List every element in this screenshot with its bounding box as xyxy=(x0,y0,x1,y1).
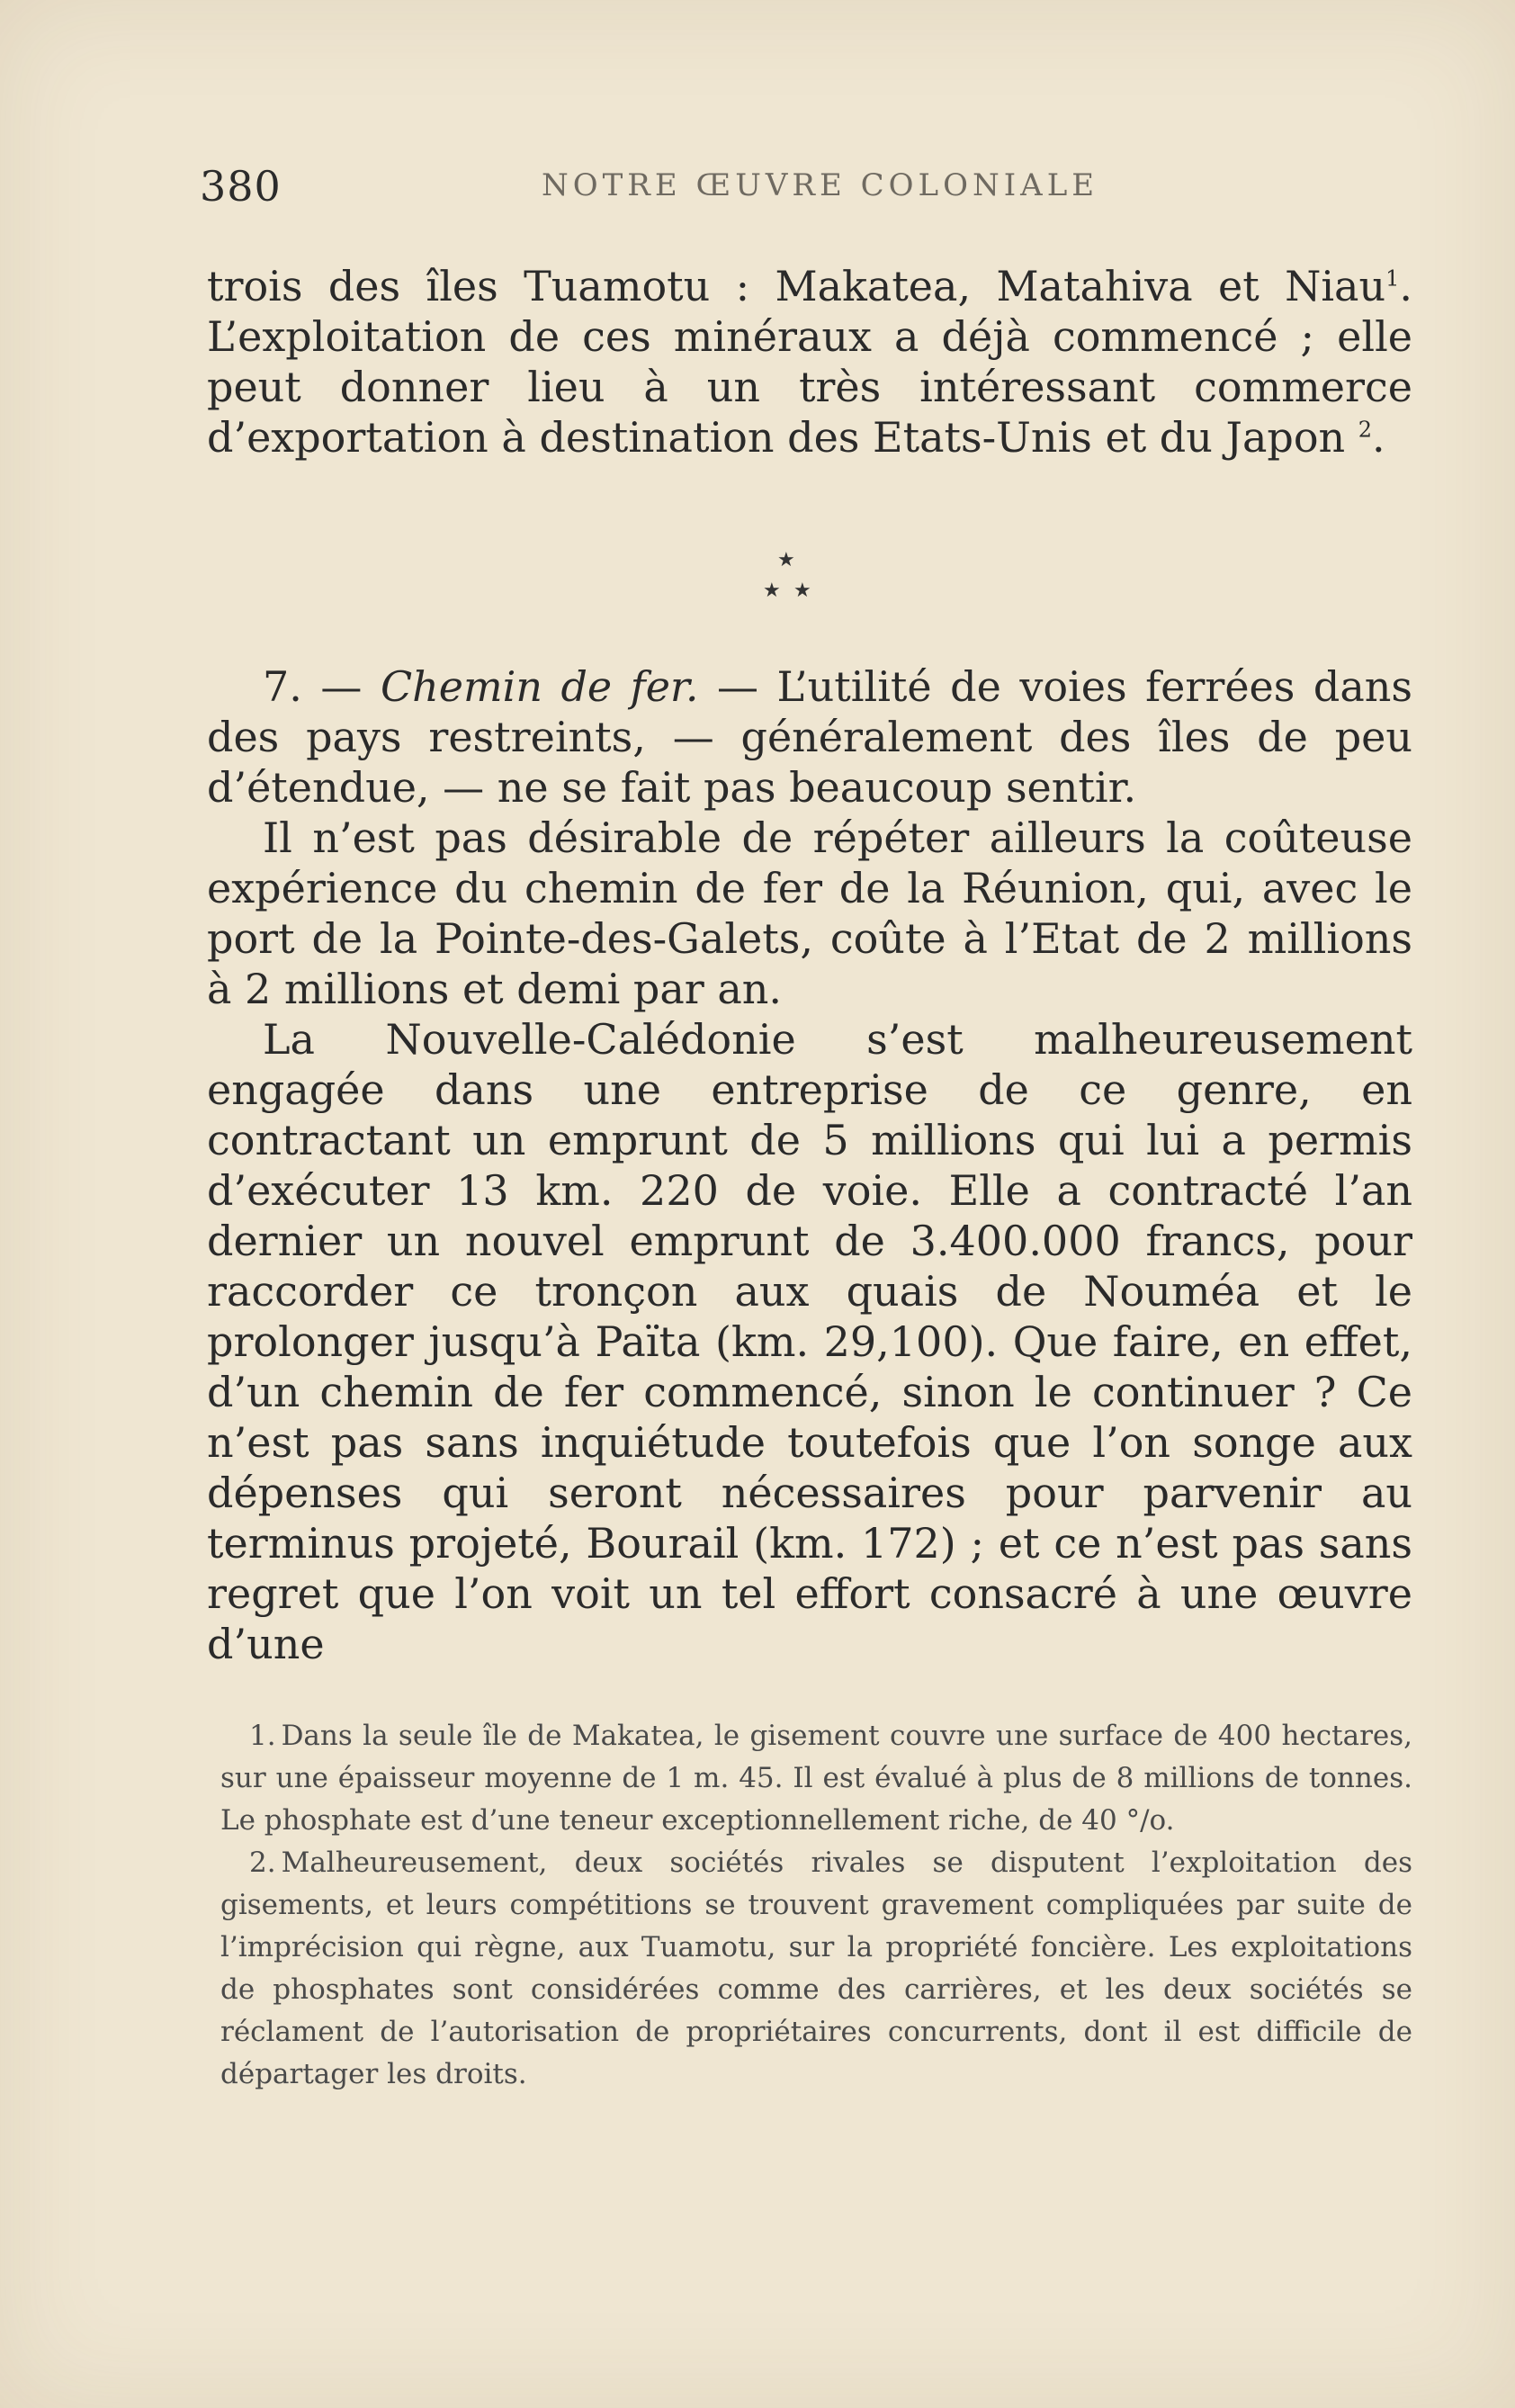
running-title: NOTRE ŒUVRE COLONIALE xyxy=(542,167,1099,203)
footnote-text-1: Dans la seule île de Makatea, le gisement couvre une surface de 400 hectares, sur une épaisseur moyenne de 1 m. 45. Il est évalué à plus de 8 millions de tonnes. Le phosphate est d’une teneur exceptionnellement riche, de 40 °/o. xyxy=(220,1720,1412,1837)
railway-paragraph-3: La Nouvelle-Calédonie s’est malheureusement engagée dans une entreprise de ce genre, en contractant un emprunt de 5 millions qui lui a permis d’exécuter 13 km. 220 de voie. Elle a contracté l’an dernier un nouvel emprunt de 3.400.000 francs, pour raccorder ce tronçon aux quais de Nouméa et le prolonger jusqu’à Païta (km. 29,100). Que faire, en effet, d’un chemin de fer commencé, sinon le continuer ? Ce n’est pas sans inquiétude toutefois que l’on songe aux dépenses qui seront nécessaires pour parvenir au terminus projeté, Bourail (km. 172) ; et ce n’est pas sans regret que l’on voit un tel effort consacré à une œuvre d’une xyxy=(207,1015,1412,1668)
railway-section xyxy=(207,661,1412,1669)
intro-paragraph xyxy=(207,261,1412,463)
intro-text-part-2: . L’exploitation de ces minéraux a déjà commencé ; elle peut donner lieu à un très intéressant commerce d’exportation à destination des Etats-Unis et du Japon xyxy=(207,262,1412,462)
separator-star-left: ★ xyxy=(763,580,781,602)
section-number: 7. xyxy=(263,662,302,711)
footnote-1 xyxy=(220,1715,1412,1842)
section-dash: — xyxy=(301,662,381,711)
footnote-number-1: 1. xyxy=(249,1720,276,1752)
intro-text-part-1: trois des îles Tuamotu : Makatea, Matahiva et Niau xyxy=(207,262,1386,310)
separator-star-top: ★ xyxy=(777,549,795,571)
footnote-text-2: Malheureusement, deux sociétés rivales se disputent l’exploitation des gisements, et leurs compétitions se trouvent gravement compliquées par suite de l’imprécision qui règne, aux Tuamotu, sur la propriété foncière. Les exploitations de phosphates sont considérées comme des carrières, et les deux sociétés se réclament de l’autorisation de propriétaires concurrents, dont il est difficile de départager les droits. xyxy=(220,1846,1412,2090)
footnote-number-2: 2. xyxy=(249,1846,276,1879)
footnote-reference-2: 2 xyxy=(1358,417,1373,443)
intro-text xyxy=(207,261,1412,463)
railway-paragraph-1 xyxy=(207,661,1412,813)
footnote-2 xyxy=(220,1842,1412,2096)
section-title: Chemin de fer. xyxy=(380,662,699,711)
section-separator xyxy=(747,549,819,612)
page-number: 380 xyxy=(200,162,282,211)
section-intro-text: — L’utilité de voies ferrées dans des pays restreints, — généralement des îles de peu d’étendue, — ne se fait pas beaucoup sentir. xyxy=(207,662,1412,812)
intro-text-part-3: . xyxy=(1372,413,1385,462)
railway-paragraph-2: Il n’est pas désirable de répéter ailleurs la coûteuse expérience du chemin de fer de la Réunion, qui, avec le port de la Pointe-des-Galets, coûte à l’Etat de 2 millions à 2 millions et demi par an. xyxy=(207,813,1412,1013)
footnote-reference-1: 1 xyxy=(1385,265,1400,292)
separator-star-right: ★ xyxy=(793,580,811,602)
footnotes xyxy=(220,1715,1412,2096)
